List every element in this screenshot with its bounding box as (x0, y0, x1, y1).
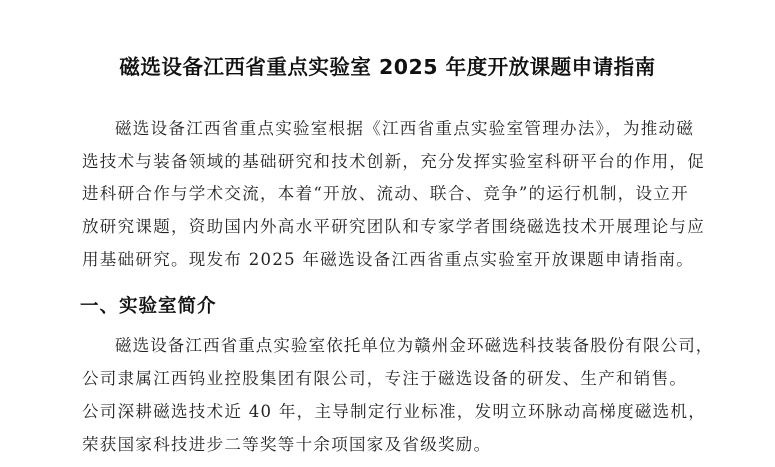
intro-line-1: 磁选设备江西省重点实验室根据《江西省重点实验室管理办法》，为推动磁 (115, 119, 695, 138)
section-line-3: 公司深耕磁选技术近 40 年，主导制定行业标准，发明立环脉动高梯度磁选机， (82, 402, 707, 421)
document-title: 磁选设备江西省重点实验室 2025 年度开放课题申请指南 (119, 55, 656, 79)
section-heading: 一、实验室简介 (80, 296, 217, 317)
section-line-4: 荣获国家科技进步二等奖等十余项国家及省级奖励。 (82, 435, 492, 454)
section-line-2: 公司隶属江西钨业控股集团有限公司，专注于磁选设备的研发、生产和销售。 (82, 369, 688, 388)
intro-line-5: 用基础研究。现发布 2025 年磁选设备江西省重点实验室开放课题申请指南。 (82, 250, 695, 269)
intro-line-3: 进科研合作与学术交流，本着“开放、流动、联合、竞争”的运行机制，设立开 (82, 184, 689, 203)
intro-line-4: 放研究课题，资助国内外高水平研究团队和专家学者围绕磁选技术开展理论与应 (82, 217, 705, 236)
intro-line-2: 选技术与装备领域的基础研究和技术创新，充分发挥实验室科研平台的作用，促 (82, 152, 705, 171)
section-line-1: 磁选设备江西省重点实验室依托单位为赣州金环磁选科技装备股份有限公司， (115, 336, 714, 355)
